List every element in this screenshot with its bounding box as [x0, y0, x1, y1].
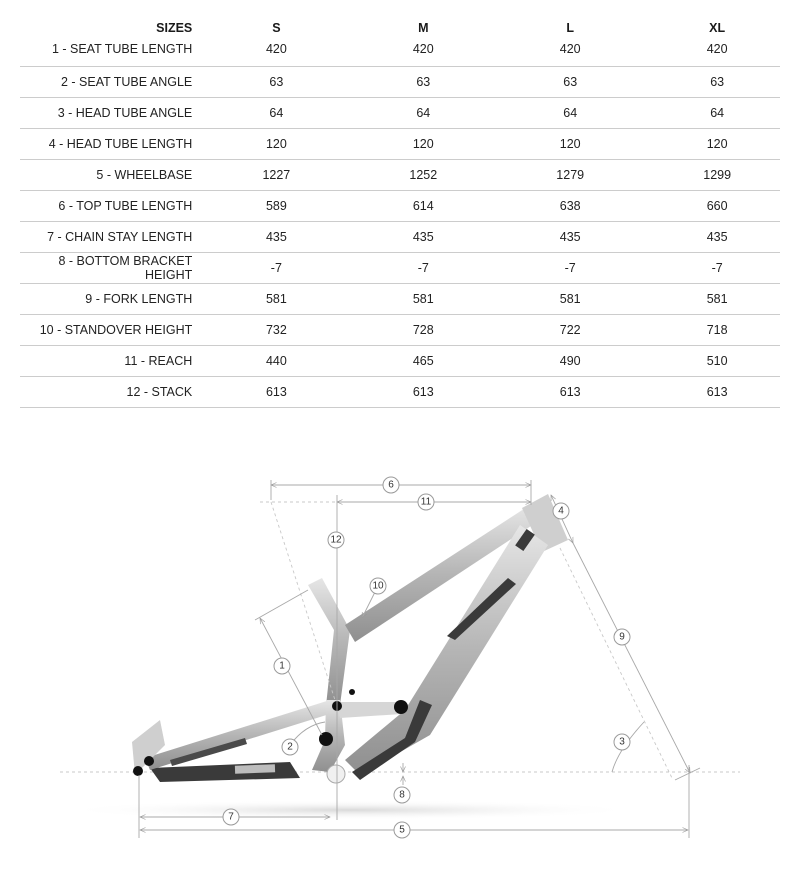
cell-size-m: 435 [412, 230, 434, 244]
geometry-table [20, 14, 780, 408]
table-row [20, 253, 780, 284]
cell-size-s: 613 [265, 385, 287, 399]
row-label: 3 - HEAD TUBE ANGLE [57, 106, 193, 120]
dim-1-ext [255, 590, 308, 620]
table-row [20, 160, 780, 191]
callout-9 [614, 629, 630, 645]
cell-size-s: 732 [265, 323, 287, 337]
dim-9-line [573, 543, 690, 773]
frame-geometry-diagram [0, 420, 800, 888]
cell-size-xl: 120 [706, 137, 728, 151]
svg-text:5: 5 [399, 824, 405, 836]
header-size-s: S [272, 21, 281, 35]
header-size-l: L [566, 21, 575, 35]
table-row [20, 377, 780, 408]
cell-size-xl: 581 [706, 292, 728, 306]
cell-size-l: 64 [563, 106, 578, 120]
table-row [20, 98, 780, 129]
cell-size-xl: 420 [706, 42, 728, 56]
table-row [20, 222, 780, 253]
pivot-dropout [144, 756, 154, 766]
cell-size-m: 420 [412, 42, 434, 56]
row-label: 7 - CHAIN STAY LENGTH [47, 230, 193, 244]
header-sizes: SIZES [156, 21, 193, 35]
callout-3 [614, 734, 630, 750]
table-row [20, 191, 780, 222]
cell-size-s: 120 [265, 137, 287, 151]
svg-text:9: 9 [619, 631, 625, 643]
row-label: 12 - STACK [126, 385, 193, 399]
cell-size-s: 64 [269, 106, 284, 120]
callout-5 [394, 822, 410, 838]
cell-size-m: 465 [412, 354, 434, 368]
cell-size-l: 435 [559, 230, 581, 244]
svg-text:7: 7 [228, 811, 234, 823]
callout-11 [418, 494, 434, 510]
svg-text:2: 2 [287, 741, 293, 753]
row-label: 2 - SEAT TUBE ANGLE [60, 75, 193, 89]
cell-size-xl: 63 [710, 75, 725, 89]
row-label: 6 - TOP TUBE LENGTH [58, 199, 193, 213]
table-header-row [20, 14, 780, 42]
bike-frame [132, 494, 568, 783]
cell-size-xl: 613 [706, 385, 728, 399]
cell-size-l: 420 [559, 42, 581, 56]
cell-size-m: 63 [416, 75, 431, 89]
callout-12 [328, 532, 344, 548]
cell-size-l: 638 [559, 199, 581, 213]
cell-size-s: 581 [265, 292, 287, 306]
rocker-link [335, 702, 402, 718]
header-size-xl: XL [709, 21, 726, 35]
dim-9-ext [675, 768, 700, 780]
svg-text:12: 12 [330, 534, 342, 546]
cell-size-xl: 1299 [703, 168, 732, 182]
row-label: 1 - SEAT TUBE LENGTH [51, 42, 193, 56]
chainstay-plate [235, 764, 275, 773]
callout-10 [370, 578, 386, 594]
svg-text:8: 8 [399, 789, 405, 801]
cell-size-l: 490 [559, 354, 581, 368]
callout-2 [282, 739, 298, 755]
callout-7 [223, 809, 239, 825]
callout-8 [394, 787, 410, 803]
cell-size-s: 435 [265, 230, 287, 244]
cell-size-s: 589 [265, 199, 287, 213]
svg-text:10: 10 [372, 580, 384, 592]
row-label: 8 - BOTTOM BRACKET HEIGHT [58, 254, 193, 282]
table-row [20, 346, 780, 377]
bottom-bracket [327, 765, 345, 783]
cell-size-xl: 510 [706, 354, 728, 368]
svg-text:6: 6 [388, 479, 394, 491]
row-label: 10 - STANDOVER HEIGHT [39, 323, 193, 337]
row-label: 11 - REACH [124, 354, 193, 368]
cell-size-m: -7 [417, 261, 429, 275]
cell-size-m: 120 [412, 137, 434, 151]
cell-size-l: 581 [559, 292, 581, 306]
pivot-rocker-front [394, 700, 408, 714]
cell-size-m: 581 [412, 292, 434, 306]
cell-size-l: 1279 [556, 168, 585, 182]
cell-size-l: 63 [563, 75, 578, 89]
seat-tube [308, 578, 350, 706]
row-label: 4 - HEAD TUBE LENGTH [48, 137, 193, 151]
svg-text:3: 3 [619, 736, 625, 748]
svg-text:11: 11 [420, 496, 432, 508]
table-row [20, 315, 780, 346]
cell-size-m: 613 [412, 385, 434, 399]
cell-size-xl: 64 [710, 106, 725, 120]
callout-6 [383, 477, 399, 493]
cell-size-m: 614 [412, 199, 434, 213]
svg-text:4: 4 [558, 505, 564, 517]
cell-size-s: 1227 [262, 168, 291, 182]
cell-size-s: 420 [265, 42, 287, 56]
svg-text:1: 1 [279, 660, 285, 672]
table-row [20, 42, 780, 67]
bottle-bolt [349, 689, 355, 695]
cell-size-s: 63 [269, 75, 284, 89]
cell-size-l: -7 [564, 261, 576, 275]
cell-size-m: 64 [416, 106, 431, 120]
dimension-lines [139, 480, 700, 838]
table-row [20, 129, 780, 160]
callout-1 [274, 658, 290, 674]
cell-size-l: 120 [559, 137, 581, 151]
pivot-axle [133, 766, 143, 776]
table-row [20, 284, 780, 315]
cell-size-s: 440 [265, 354, 287, 368]
cell-size-xl: 718 [706, 323, 728, 337]
cell-size-s: -7 [270, 261, 282, 275]
cell-size-m: 728 [412, 323, 434, 337]
cell-size-xl: 660 [706, 199, 728, 213]
row-label: 9 - FORK LENGTH [85, 292, 193, 306]
header-size-m: M [418, 21, 429, 35]
table-row [20, 67, 780, 98]
callout-4 [553, 503, 569, 519]
cell-size-xl: 435 [706, 230, 728, 244]
row-label: 5 - WHEELBASE [96, 168, 193, 182]
cell-size-l: 722 [559, 323, 581, 337]
cell-size-xl: -7 [711, 261, 723, 275]
cell-size-l: 613 [559, 385, 581, 399]
cell-size-m: 1252 [409, 168, 438, 182]
